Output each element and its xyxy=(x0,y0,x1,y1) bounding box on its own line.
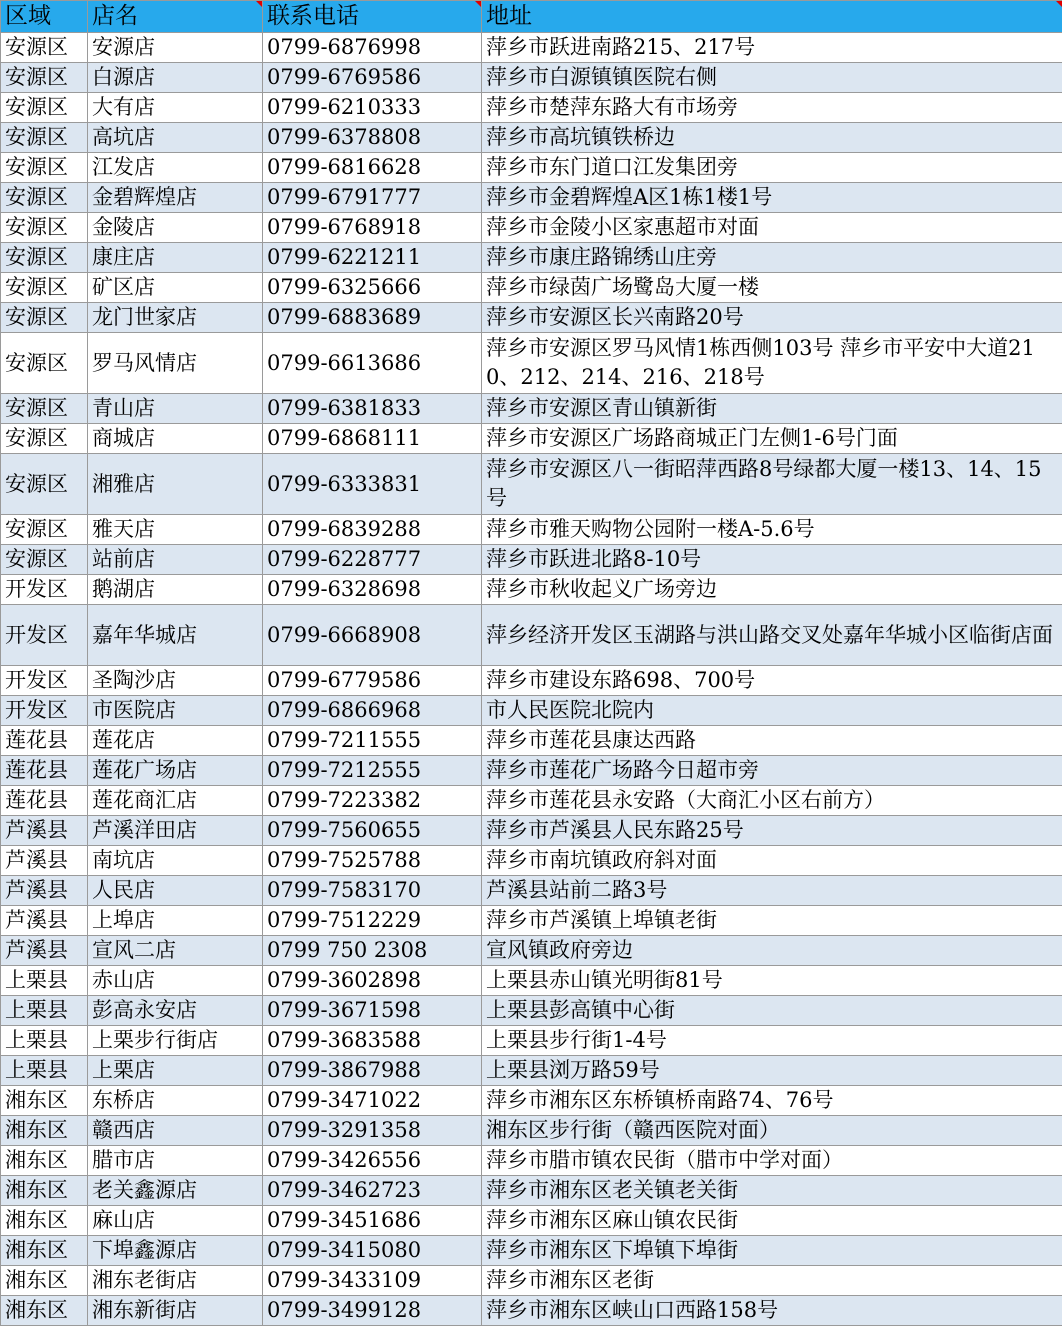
cell-store-name[interactable]: 宣风二店 xyxy=(88,936,263,966)
cell-district[interactable]: 湘东区 xyxy=(1,1296,88,1326)
cell-phone[interactable]: 0799-3671598 xyxy=(263,996,482,1026)
cell-store-name[interactable]: 湘东老街店 xyxy=(88,1266,263,1296)
cell-store-name[interactable]: 高坑店 xyxy=(88,123,263,153)
cell-phone[interactable]: 0799-6791777 xyxy=(263,183,482,213)
table-row xyxy=(1,243,1062,273)
cell-store-name[interactable]: 湘东新街店 xyxy=(88,1296,263,1326)
table-row xyxy=(1,696,1062,726)
table-row xyxy=(1,605,1062,666)
cell-address[interactable]: 萍乡市芦溪县人民东路25号 xyxy=(482,816,1062,846)
cell-district[interactable]: 安源区 xyxy=(1,243,88,273)
cell-address[interactable]: 萍乡市康庄路锦绣山庄旁 xyxy=(482,243,1062,273)
cell-store-name[interactable]: 雅天店 xyxy=(88,515,263,545)
cell-phone[interactable]: 0799-7212555 xyxy=(263,756,482,786)
cell-address[interactable]: 萍乡市楚萍东路大有市场旁 xyxy=(482,93,1062,123)
cell-phone[interactable]: 0799-6378808 xyxy=(263,123,482,153)
cell-address[interactable]: 萍乡市南坑镇政府斜对面 xyxy=(482,846,1062,876)
cell-address[interactable]: 萍乡市绿茵广场鹭岛大厦一楼 xyxy=(482,273,1062,303)
table-row xyxy=(1,424,1062,454)
cell-phone[interactable]: 0799-3499128 xyxy=(263,1296,482,1326)
cell-address[interactable]: 芦溪县站前二路3号 xyxy=(482,876,1062,906)
table-row xyxy=(1,93,1062,123)
cell-phone[interactable]: 0799-6381833 xyxy=(263,394,482,424)
header-store-name[interactable]: 店名 xyxy=(88,1,263,33)
cell-district[interactable]: 上栗县 xyxy=(1,1056,88,1086)
cell-phone[interactable]: 0799-6883689 xyxy=(263,303,482,333)
cell-phone[interactable]: 0799-6876998 xyxy=(263,33,482,63)
cell-store-name[interactable]: 青山店 xyxy=(88,394,263,424)
table-row xyxy=(1,515,1062,545)
cell-district[interactable]: 开发区 xyxy=(1,696,88,726)
cell-phone[interactable]: 0799-6866968 xyxy=(263,696,482,726)
cell-address[interactable]: 宣风镇政府旁边 xyxy=(482,936,1062,966)
table-row xyxy=(1,1026,1062,1056)
table-row xyxy=(1,333,1062,394)
cell-district[interactable]: 安源区 xyxy=(1,213,88,243)
cell-store-name[interactable]: 矿区店 xyxy=(88,273,263,303)
table-row xyxy=(1,1236,1062,1266)
cell-address[interactable]: 萍乡市白源镇镇医院右侧 xyxy=(482,63,1062,93)
cell-phone[interactable]: 0799-6839288 xyxy=(263,515,482,545)
cell-store-name[interactable]: 嘉年华城店 xyxy=(88,605,263,666)
cell-district[interactable]: 莲花县 xyxy=(1,756,88,786)
cell-district[interactable]: 芦溪县 xyxy=(1,906,88,936)
cell-district[interactable]: 开发区 xyxy=(1,666,88,696)
table-row xyxy=(1,936,1062,966)
cell-phone[interactable]: 0799-3462723 xyxy=(263,1176,482,1206)
cell-phone[interactable]: 0799-6668908 xyxy=(263,605,482,666)
cell-phone[interactable]: 0799-6613686 xyxy=(263,333,482,394)
cell-phone[interactable]: 0799-6868111 xyxy=(263,424,482,454)
table-body xyxy=(1,33,1062,1326)
cell-address[interactable]: 萍乡市安源区罗马风情1栋西侧103号 萍乡市平安中大道210、212、214、216、218号 xyxy=(482,333,1062,394)
table-row xyxy=(1,1266,1062,1296)
table-header xyxy=(1,1,1062,33)
cell-store-name[interactable]: 腊市店 xyxy=(88,1146,263,1176)
cell-store-name[interactable]: 莲花店 xyxy=(88,726,263,756)
table-row xyxy=(1,786,1062,816)
table-row xyxy=(1,394,1062,424)
cell-store-name[interactable]: 赣西店 xyxy=(88,1116,263,1146)
cell-address[interactable]: 萍乡市秋收起义广场旁边 xyxy=(482,575,1062,605)
cell-store-name[interactable]: 东桥店 xyxy=(88,1086,263,1116)
cell-address[interactable]: 萍乡市湘东区下埠镇下埠街 xyxy=(482,1236,1062,1266)
cell-district[interactable]: 湘东区 xyxy=(1,1116,88,1146)
table-row xyxy=(1,1296,1062,1326)
table-row xyxy=(1,906,1062,936)
cell-address[interactable]: 上栗县彭高镇中心街 xyxy=(482,996,1062,1026)
cell-store-name[interactable]: 金碧辉煌店 xyxy=(88,183,263,213)
cell-district[interactable]: 莲花县 xyxy=(1,786,88,816)
cell-district[interactable]: 开发区 xyxy=(1,575,88,605)
cell-store-name[interactable]: 大有店 xyxy=(88,93,263,123)
cell-phone[interactable]: 0799-7525788 xyxy=(263,846,482,876)
cell-store-name[interactable]: 芦溪洋田店 xyxy=(88,816,263,846)
cell-district[interactable]: 安源区 xyxy=(1,545,88,575)
cell-store-name[interactable]: 圣陶沙店 xyxy=(88,666,263,696)
cell-address[interactable]: 萍乡市安源区广场路商城正门左侧1-6号门面 xyxy=(482,424,1062,454)
table-row xyxy=(1,575,1062,605)
cell-store-name[interactable]: 麻山店 xyxy=(88,1206,263,1236)
table-row xyxy=(1,966,1062,996)
cell-district[interactable]: 安源区 xyxy=(1,454,88,515)
table-row xyxy=(1,273,1062,303)
cell-district[interactable]: 芦溪县 xyxy=(1,936,88,966)
cell-store-name[interactable]: 罗马风情店 xyxy=(88,333,263,394)
cell-store-name[interactable]: 康庄店 xyxy=(88,243,263,273)
cell-address[interactable]: 萍乡市芦溪镇上埠镇老街 xyxy=(482,906,1062,936)
cell-store-name[interactable]: 赤山店 xyxy=(88,966,263,996)
cell-phone[interactable]: 0799-6221211 xyxy=(263,243,482,273)
cell-district[interactable]: 湘东区 xyxy=(1,1236,88,1266)
cell-address[interactable]: 上栗县浏万路59号 xyxy=(482,1056,1062,1086)
cell-address[interactable]: 萍乡市湘东区老关镇老关街 xyxy=(482,1176,1062,1206)
cell-address[interactable]: 萍乡市跃进南路215、217号 xyxy=(482,33,1062,63)
cell-address[interactable]: 萍乡市湘东区麻山镇农民街 xyxy=(482,1206,1062,1236)
cell-district[interactable]: 芦溪县 xyxy=(1,816,88,846)
cell-phone[interactable]: 0799-3867988 xyxy=(263,1056,482,1086)
table-row xyxy=(1,63,1062,93)
table-row xyxy=(1,303,1062,333)
table-row xyxy=(1,1056,1062,1086)
cell-address[interactable]: 湘东区步行街（赣西医院对面） xyxy=(482,1116,1062,1146)
cell-phone[interactable]: 0799-6816628 xyxy=(263,153,482,183)
cell-district[interactable]: 安源区 xyxy=(1,303,88,333)
cell-address[interactable]: 上栗县步行街1-4号 xyxy=(482,1026,1062,1056)
table-row xyxy=(1,996,1062,1026)
cell-address[interactable]: 萍乡市金陵小区家惠超市对面 xyxy=(482,213,1062,243)
cell-address[interactable]: 萍乡经济开发区玉湖路与洪山路交叉处嘉年华城小区临街店面 xyxy=(482,605,1062,666)
cell-store-name[interactable]: 上埠店 xyxy=(88,906,263,936)
cell-store-name[interactable]: 人民店 xyxy=(88,876,263,906)
table-row xyxy=(1,33,1062,63)
table-row xyxy=(1,816,1062,846)
table-row xyxy=(1,756,1062,786)
header-address[interactable]: 地址 xyxy=(482,1,1062,33)
cell-address[interactable]: 萍乡市跃进北路8-10号 xyxy=(482,545,1062,575)
cell-phone[interactable]: 0799-3426556 xyxy=(263,1146,482,1176)
cell-store-name[interactable]: 南坑店 xyxy=(88,846,263,876)
cell-phone[interactable]: 0799-3451686 xyxy=(263,1206,482,1236)
cell-district[interactable]: 芦溪县 xyxy=(1,846,88,876)
header-district[interactable]: 区域 xyxy=(1,1,88,33)
cell-district[interactable]: 安源区 xyxy=(1,153,88,183)
cell-store-name[interactable]: 市医院店 xyxy=(88,696,263,726)
cell-address[interactable]: 萍乡市安源区长兴南路20号 xyxy=(482,303,1062,333)
cell-district[interactable]: 安源区 xyxy=(1,183,88,213)
cell-store-name[interactable]: 鹅湖店 xyxy=(88,575,263,605)
cell-district[interactable]: 湘东区 xyxy=(1,1146,88,1176)
cell-district[interactable]: 安源区 xyxy=(1,93,88,123)
cell-address[interactable]: 萍乡市湘东区峡山口西路158号 xyxy=(482,1296,1062,1326)
cell-address[interactable]: 市人民医院北院内 xyxy=(482,696,1062,726)
cell-phone[interactable]: 0799-7211555 xyxy=(263,726,482,756)
table-row xyxy=(1,123,1062,153)
cell-phone[interactable]: 0799-6333831 xyxy=(263,454,482,515)
cell-phone[interactable]: 0799-6779586 xyxy=(263,666,482,696)
table-row xyxy=(1,213,1062,243)
cell-store-name[interactable]: 站前店 xyxy=(88,545,263,575)
table-row xyxy=(1,1086,1062,1116)
cell-store-name[interactable]: 老关鑫源店 xyxy=(88,1176,263,1206)
table-row xyxy=(1,1116,1062,1146)
cell-district[interactable]: 安源区 xyxy=(1,63,88,93)
cell-phone[interactable]: 0799-6325666 xyxy=(263,273,482,303)
cell-phone[interactable]: 0799-6228777 xyxy=(263,545,482,575)
cell-phone[interactable]: 0799-3602898 xyxy=(263,966,482,996)
table-row xyxy=(1,454,1062,515)
table-row xyxy=(1,1206,1062,1236)
cell-district[interactable]: 莲花县 xyxy=(1,726,88,756)
cell-phone[interactable]: 0799-3683588 xyxy=(263,1026,482,1056)
table-row xyxy=(1,545,1062,575)
cell-phone[interactable]: 0799-6328698 xyxy=(263,575,482,605)
cell-district[interactable]: 安源区 xyxy=(1,123,88,153)
cell-store-name[interactable]: 彭高永安店 xyxy=(88,996,263,1026)
cell-district[interactable]: 湘东区 xyxy=(1,1086,88,1116)
cell-district[interactable]: 上栗县 xyxy=(1,996,88,1026)
cell-phone[interactable]: 0799-3291358 xyxy=(263,1116,482,1146)
table-row xyxy=(1,726,1062,756)
cell-store-name[interactable]: 湘雅店 xyxy=(88,454,263,515)
cell-phone[interactable]: 0799-3471022 xyxy=(263,1086,482,1116)
cell-store-name[interactable]: 上栗步行街店 xyxy=(88,1026,263,1056)
cell-address[interactable]: 萍乡市莲花县永安路（大商汇小区右前方） xyxy=(482,786,1062,816)
cell-address[interactable]: 上栗县赤山镇光明街81号 xyxy=(482,966,1062,996)
cell-phone[interactable]: 0799-3415080 xyxy=(263,1236,482,1266)
cell-district[interactable]: 安源区 xyxy=(1,273,88,303)
cell-district[interactable]: 湘东区 xyxy=(1,1176,88,1206)
cell-address[interactable]: 萍乡市安源区青山镇新街 xyxy=(482,394,1062,424)
table-row xyxy=(1,1176,1062,1206)
cell-address[interactable]: 萍乡市雅天购物公园附一楼A-5.6号 xyxy=(482,515,1062,545)
cell-district[interactable]: 开发区 xyxy=(1,605,88,666)
cell-store-name[interactable]: 下埠鑫源店 xyxy=(88,1236,263,1266)
cell-store-name[interactable]: 上栗店 xyxy=(88,1056,263,1086)
table-row xyxy=(1,183,1062,213)
cell-district[interactable]: 安源区 xyxy=(1,424,88,454)
table-row xyxy=(1,666,1062,696)
cell-address[interactable]: 萍乡市腊市镇农民街（腊市中学对面） xyxy=(482,1146,1062,1176)
table-row xyxy=(1,876,1062,906)
cell-phone[interactable]: 0799-6769586 xyxy=(263,63,482,93)
cell-address[interactable]: 萍乡市莲花县康达西路 xyxy=(482,726,1062,756)
cell-phone[interactable]: 0799-6210333 xyxy=(263,93,482,123)
cell-store-name[interactable]: 商城店 xyxy=(88,424,263,454)
cell-district[interactable]: 湘东区 xyxy=(1,1266,88,1296)
cell-store-name[interactable]: 龙门世家店 xyxy=(88,303,263,333)
cell-district[interactable]: 安源区 xyxy=(1,394,88,424)
cell-district[interactable]: 上栗县 xyxy=(1,966,88,996)
header-row xyxy=(1,1,1062,33)
cell-phone[interactable]: 0799-7512229 xyxy=(263,906,482,936)
cell-store-name[interactable]: 白源店 xyxy=(88,63,263,93)
cell-district[interactable]: 上栗县 xyxy=(1,1026,88,1056)
cell-phone[interactable]: 0799-3433109 xyxy=(263,1266,482,1296)
cell-address[interactable]: 萍乡市高坑镇铁桥边 xyxy=(482,123,1062,153)
header-phone[interactable]: 联系电话 xyxy=(263,1,482,33)
cell-store-name[interactable]: 安源店 xyxy=(88,33,263,63)
cell-address[interactable]: 萍乡市金碧辉煌A区1栋1楼1号 xyxy=(482,183,1062,213)
cell-store-name[interactable]: 金陵店 xyxy=(88,213,263,243)
cell-address[interactable]: 萍乡市建设东路698、700号 xyxy=(482,666,1062,696)
cell-store-name[interactable]: 江发店 xyxy=(88,153,263,183)
cell-district[interactable]: 湘东区 xyxy=(1,1206,88,1236)
cell-phone[interactable]: 0799-7583170 xyxy=(263,876,482,906)
cell-store-name[interactable]: 莲花商汇店 xyxy=(88,786,263,816)
cell-phone[interactable]: 0799-7223382 xyxy=(263,786,482,816)
cell-address[interactable]: 萍乡市莲花广场路今日超市旁 xyxy=(482,756,1062,786)
table-row xyxy=(1,153,1062,183)
cell-district[interactable]: 安源区 xyxy=(1,515,88,545)
cell-district[interactable]: 芦溪县 xyxy=(1,876,88,906)
cell-phone[interactable]: 0799 750 2308 xyxy=(263,936,482,966)
cell-address[interactable]: 萍乡市湘东区老街 xyxy=(482,1266,1062,1296)
table-row xyxy=(1,846,1062,876)
cell-address[interactable]: 萍乡市湘东区东桥镇桥南路74、76号 xyxy=(482,1086,1062,1116)
cell-store-name[interactable]: 莲花广场店 xyxy=(88,756,263,786)
cell-district[interactable]: 安源区 xyxy=(1,33,88,63)
cell-phone[interactable]: 0799-6768918 xyxy=(263,213,482,243)
table-row xyxy=(1,1146,1062,1176)
cell-district[interactable]: 安源区 xyxy=(1,333,88,394)
cell-address[interactable]: 萍乡市东门道口江发集团旁 xyxy=(482,153,1062,183)
cell-phone[interactable]: 0799-7560655 xyxy=(263,816,482,846)
cell-address[interactable]: 萍乡市安源区八一街昭萍西路8号绿都大厦一楼13、14、15号 xyxy=(482,454,1062,515)
